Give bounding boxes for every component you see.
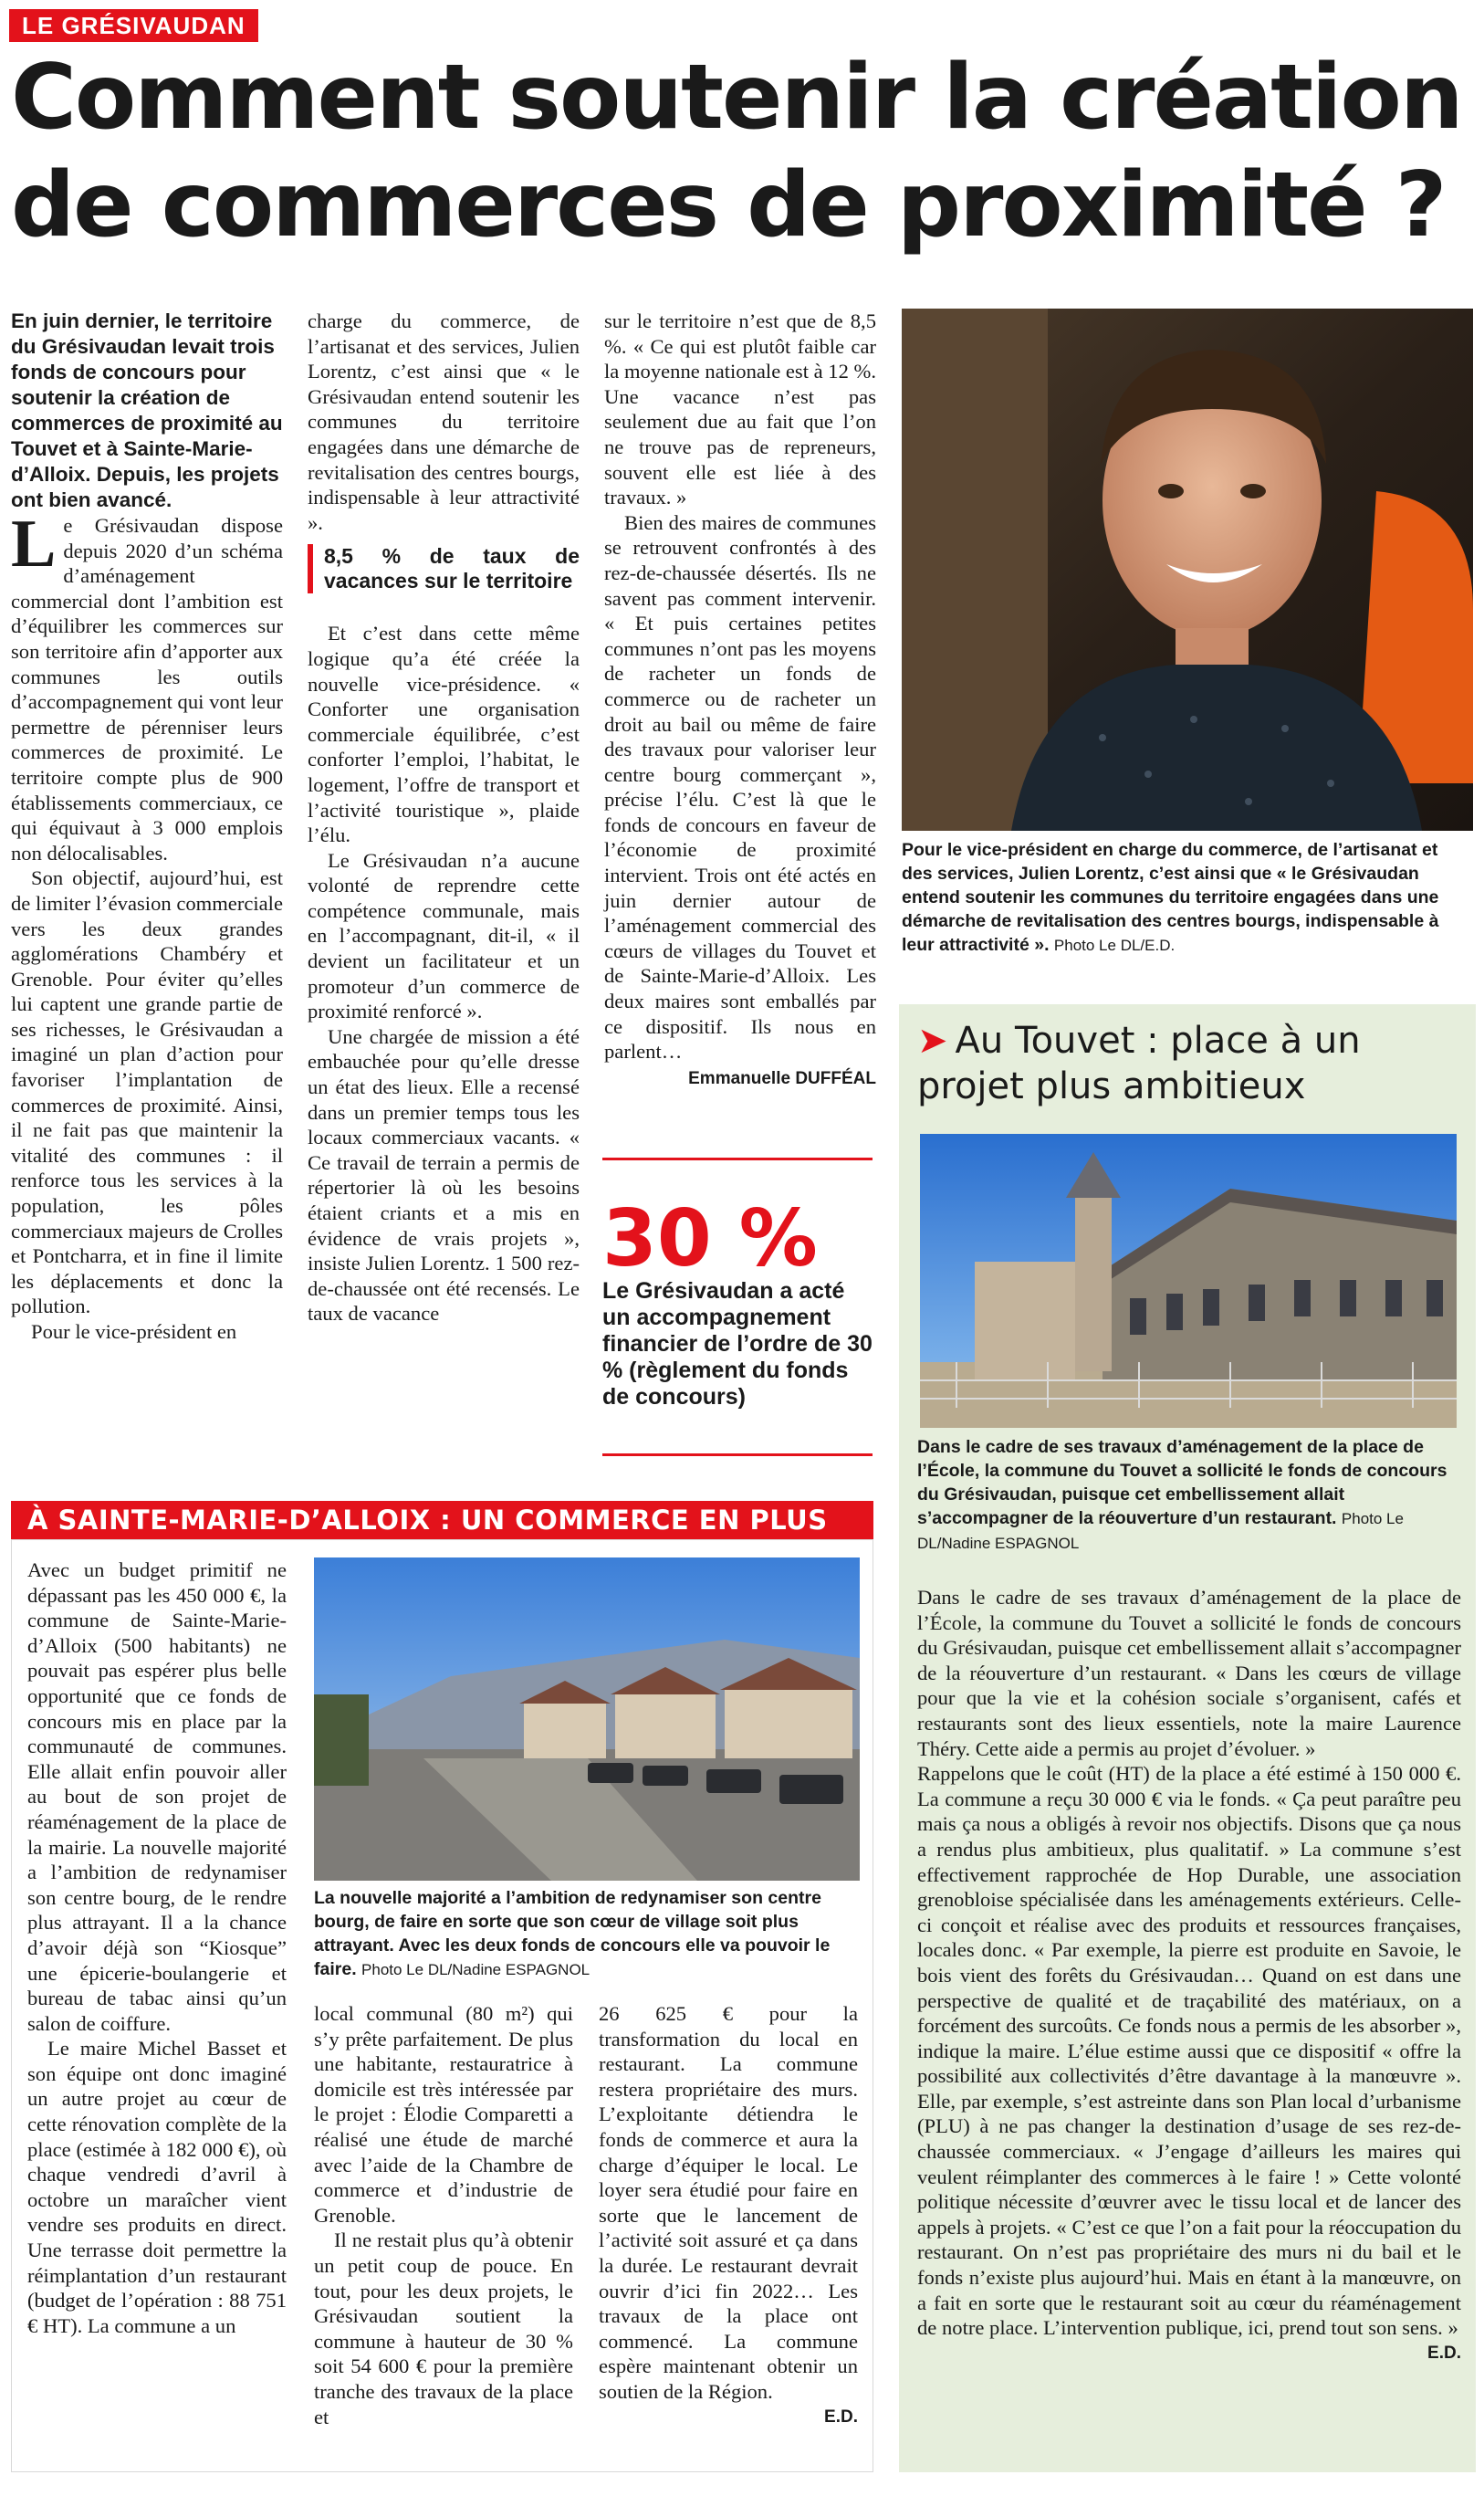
body-paragraph: Rappelons que le coût (HT) de la place a été estimé à 150 000 €. La commune a reçu 30 000 € via le fonds. « Ça peut paraître peu mais ça nous a obligés à revoir nos objectifs. Disons que ça nous a rendus plus ambitieux, plus qualitatif. » La commune s’est effectivement rapprochée de Hop Durable, une association grenobloise spécialisée dans les aménagements extérieurs. Celle-ci conçoit et réalise avec des produits et ressources françaises, locales donc. « Par exemple, la pierre est produite en Savoie, le bois vient des forêts du Grésivaudan… Quand on est dans une perspective de qualité et de traçabilité des matériaux, on a forcément des surcoûts. Ce fonds nous a permis de les absorber », indique la maire. L’élue estime aussi que ce dispositif « offre la possibilité aux collectivités d’être davantage à la manœuvre ». Elle, par exemple, s’est astreinte dans son Plan local d’urbanisme (PLU) à ne pas changer la destination d’usage de ses rez-de-chaussée commerciaux. « J’engage d’ailleurs les maires qui veulent réimplanter des commerces à le faire ! » Cette volonté politique nécessite d’œuvrer avec le tissu local et de lancer des appels à projets. « C’est ce que l’on a fait pour la réoccupation du restaurant. On n’est pas propriétaire des murs ni du bail et le fonds n’existe plus aujourd’hui. Mais en étant à la manœuvre, on a fait en sorte que le restaurant soit au cœur du réaménagement de notre place. L’intervention publique, ici, prend tout son sens. » — [917, 1762, 1461, 2340]
body-paragraph: Le Grésivaudan n’a aucune volonté de reprendre cette compétence communale, mais en l’accompagnant, dit-il, « il devient un facilitateur et un promoteur d’un commerce de proximité renforcé ». — [308, 848, 580, 1023]
headline-line-1: Comment soutenir la création — [11, 46, 1462, 150]
body-paragraph: Et c’est dans cette même logique qu’a été créée la nouvelle vice-présidence. « Conforter une organisation commerciale équilibrée, c’est conforter l’emploi, l’habitat, le logement, l’offre de transport et l’activité touristique », plaide l’élu. — [308, 622, 580, 847]
author-initials: E.D. — [824, 2407, 858, 2427]
body-paragraph: Le Grésivaudan dispose depuis 2020 d’un schéma d’aménagement commercial dont l’ambition est d’équilibrer les commerces sur son territoire afin d’apporter aux communes les outils d’accompagnement qui vont leur permettre de pérenniser leurs commerces de proximité. Le territoire compte plus de 900 établissements commerciaux, ce qui équivaut à 3 000 emplois non délocalisables. — [11, 507, 284, 865]
touvet-photo — [920, 1134, 1457, 1428]
touvet-image — [920, 1134, 1457, 1428]
body-paragraph: sur le territoire n’est que de 8,5 %. « Ce qui est plutôt faible car la moyenne nationale est à 12 %. Une vacance n’est pas seulement due au fait que l’on ne trouve pas de repreneurs, souvent elle est liée à des travaux. » — [604, 309, 877, 509]
article-column-3 — [604, 309, 876, 1091]
author-initials: E.D. — [1427, 2343, 1461, 2363]
body-paragraph: Il ne restait plus qu’à obtenir un petit coup de pouce. En tout, pour les deux projets, le Grésivaudan soutient la commune à hauteur de 30 % soit 54 600 € pour la première tranche des travaux de la place et — [314, 2229, 573, 2428]
body-paragraph: Le maire Michel Basset et son équipe ont donc imaginé un autre projet au cœur de cette rénovation complète de la place (estimée à 182 000 €), où chaque vendredi d’avril à octobre un maraîcher vient vendre ses produits en direct. Une terrasse doit permettre la réimplantation d’un restaurant (budget de l’opération : 88 751 € HT). La commune a un — [27, 2037, 287, 2337]
key-figure: 30 % — [602, 1193, 818, 1285]
separator-rule — [602, 1158, 873, 1160]
article-subhead: 8,5 % de taux de vacances sur le territoire — [308, 544, 580, 593]
body-paragraph: Avec un budget primitif ne dépassant pas les 450 000 €, la commune de Sainte-Marie-d’Alloix (500 habitants) ne pouvait pas espérer plus belle opportunité que ce fonds de concours mis en place par la communauté de communes. Elle allait enfin pouvoir aller au bout de son projet de réaménagement de la place de la mairie. La nouvelle majorité a l’ambition de redynamiser son centre bourg, de le rendre plus attrayant. Il a la chance d’avoir déjà son “Kiosque” une épicerie-boulangerie et bureau de tabac ainsi qu’un salon de coiffure. — [27, 1558, 287, 2035]
touvet-caption: Dans le cadre de ses travaux d’aménagement de la place de l’École, la commune du Touvet a sollicité le fonds de concours du Grésivaudan, puisque cet embellissement allait s’accompagner de la réouverture d’un restaurant. Photo Le DL/Nadine ESPAGNOL — [917, 1437, 1447, 1552]
portrait-photo — [902, 309, 1473, 831]
alloix-banner: À SAINTE-MARIE-D’ALLOIX : UN COMMERCE EN PLUS — [11, 1501, 873, 1539]
alloix-column-1 — [27, 1557, 287, 2338]
body-paragraph: Une chargée de mission a été embauchée pour qu’elle dresse un état des lieux. Elle a recensé dans un premier temps tous les locaux commerciaux vacants. « Ce travail de terrain a permis de répertorier là où les besoins étaient criants et a mis en évidence de vrais projets », insiste Julien Lorentz. 1 500 rez-de-chaussée ont été recensés. Le taux de vacance — [308, 1024, 580, 1326]
alloix-column-3 — [599, 2001, 858, 2429]
alloix-column-2 — [314, 2001, 573, 2429]
photo-credit: Photo Le DL/Nadine ESPAGNOL — [917, 1510, 1404, 1552]
section-kicker: LE GRÉSIVAUDAN — [9, 9, 258, 42]
touvet-body — [917, 1585, 1461, 2365]
author-signature: Emmanuelle DUFFÉAL — [688, 1068, 876, 1088]
body-paragraph: Pour le vice-président en — [31, 1320, 237, 1343]
alloix-caption: La nouvelle majorité a l’ambition de redynamiser son centre bourg, de faire en sorte que son cœur de village soit plus attrayant. Avec les deux fonds de concours elle va pouvoir le faire. Photo Le DL/Nadine ESPAGNOL — [314, 1888, 831, 1979]
key-figure-text: Le Grésivaudan a acté un accompagnement financier de l’ordre de 30 % (règlement du fonds de concours) — [602, 1278, 873, 1410]
alloix-image — [314, 1557, 860, 1881]
body-paragraph: Son objectif, aujourd’hui, est de limiter l’évasion commerciale vers les deux grandes agglomérations Chambéry et Grenoble. Pour éviter qu’elles lui captent une grande partie de ses richesses, le Grésivaudan a imaginé un plan d’action pour favoriser l’implantation de commerces de proximité. Ainsi, il ne fait pas que maintenir la vitalité des communes : il renforce tous les services à la population, les pôles commerciaux majeurs de Crolles et Pontcharra, et in fine il limite les déplacements et donc la pollution. — [11, 866, 284, 1318]
photo-credit: Photo Le DL/Nadine ESPAGNOL — [361, 1961, 590, 1978]
portrait-image — [902, 309, 1473, 831]
body-paragraph: Dans le cadre de ses travaux d’aménagement de la place de l’École, la commune du Touvet a sollicité le fonds de concours du Grésivaudan, puisque cet embellissement allait s’accompagner de la réouverture d’un restaurant. « Dans les cœurs de village pour que la vie et la cohésion sociale s’organisent, cafés et restaurants sont des lieux essentiels, note la maire Laurence Théry. Cette aide a permis au projet d’évoluer. » — [917, 1586, 1461, 1760]
arrow-right-icon: ➤ — [917, 1020, 948, 1062]
portrait-caption: Pour le vice-président en charge du commerce, de l’artisanat et des services, Julien Lorentz, c’est ainsi que « le Grésivaudan entend soutenir les communes du territoire engagées dans une démarche de revitalisation des centres bourgs, indispensable à leur attractivité ». Photo Le DL/E.D. — [902, 840, 1439, 955]
article-lead: En juin dernier, le territoire du Grésivaudan levait trois fonds de concours pour soutenir la création de commerces de proximité au Touvet et à Sainte-Marie-d’Alloix. Depuis, les projets ont bien avancé. — [11, 309, 283, 511]
headline — [11, 44, 1471, 259]
headline-line-2: de commerces de proximité ? — [11, 153, 1446, 257]
article-column-2 — [308, 309, 580, 1327]
touvet-title: ➤ Au Touvet : place à un projet plus ambitieux — [917, 1020, 1361, 1107]
alloix-photo — [314, 1557, 860, 1881]
body-paragraph: local communal (80 m²) qui s’y prête parfaitement. De plus une habitante, restauratrice à domicile est très intéressée par le projet : Élodie Comparetti a réalisé une étude de marché avec l’aide de la Chambre de commerce et d’industrie de Grenoble. — [314, 2002, 573, 2227]
photo-credit: Photo Le DL/E.D. — [1053, 937, 1176, 954]
drop-cap: L — [11, 507, 57, 582]
body-paragraph: charge du commerce, de l’artisanat et des services, Julien Lorentz, c’est ainsi que « le Grésivaudan entend soutenir les communes du territoire engagées dans une démarche de revitalisation des centres bourgs, indispensable à leur attractivité ». — [308, 309, 580, 534]
body-paragraph: 26 625 € pour la transformation du local en restaurant. La commune restera propriétaire des murs. L’exploitante détiendra le fonds de commerce et aura la charge d’équiper le local. Le loyer sera étudié pour faire en sorte que le lancement de l’activité soit assuré et ça dans la durée. Le restaurant devrait ouvrir d’ici fin 2022… Les travaux de la place ont commencé. La commune espère maintenant obtenir un soutien de la Région. — [599, 2002, 858, 2403]
article-column-1 — [11, 309, 283, 1345]
body-paragraph: Bien des maires de communes se retrouvent confrontés à des rez-de-chaussée désertés. Ils ne savent pas comment intervenir. « Et puis certaines petites communes n’ont pas les moyens de racheter un fonds de commerce ou de racheter un droit au bail ou même de faire des travaux pour valoriser leur centre bourg commerçant », précise l’élu. C’est là que le fonds de concours en faveur de l’économie de proximité intervient. Trois ont été actés en juin dernier autour de l’aménagement commercial des cœurs de villages du Touvet et de Sainte-Marie-d’Alloix. Les deux maires sont emballés par ce dispositif. Ils nous en parlent… — [604, 510, 876, 1064]
separator-rule — [602, 1453, 873, 1456]
